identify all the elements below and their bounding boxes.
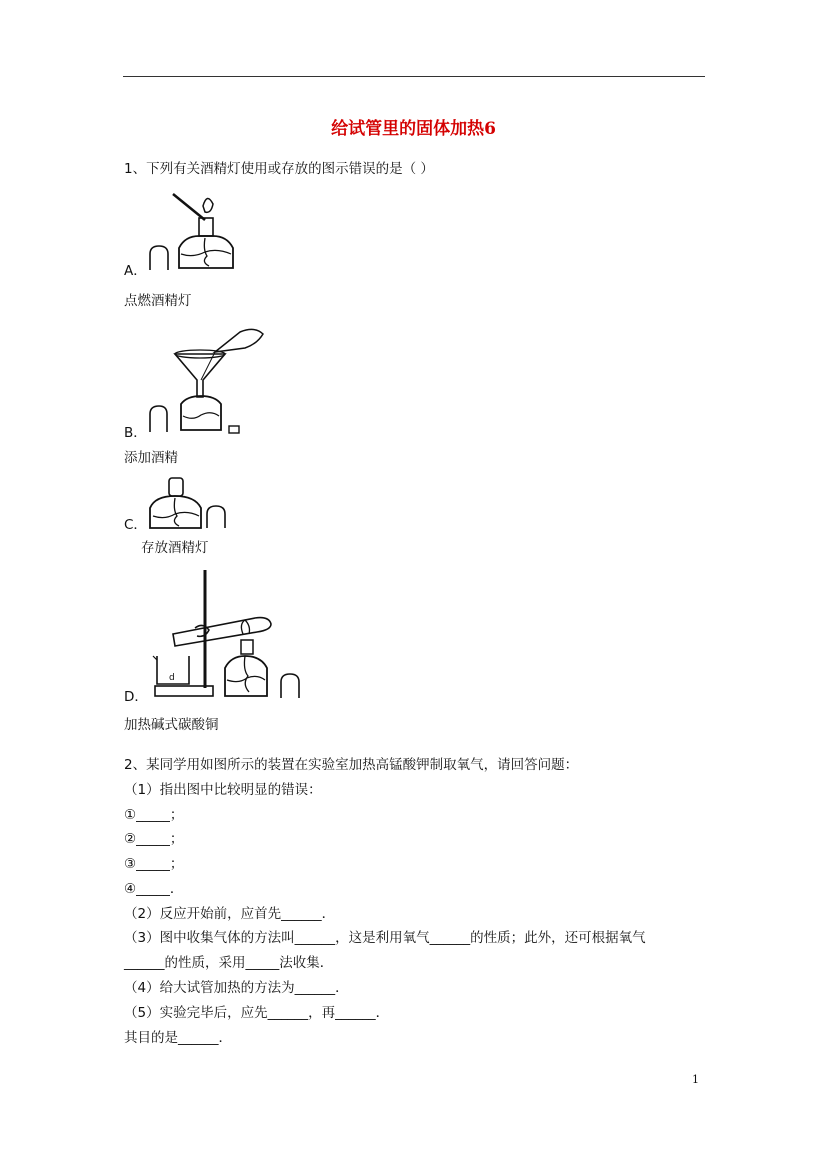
q2-line: ④_____． — [124, 881, 184, 897]
document-title: 给试管里的固体加热6 — [331, 119, 496, 139]
option-d-caption: 加热碱式碳酸铜 — [124, 717, 219, 733]
question-2-stem: 2、某同学用如图所示的装置在实验室加热高锰酸钾制取氧气，请回答问题： — [124, 757, 579, 773]
header-rule — [123, 76, 705, 77]
page-number: 1 — [692, 1073, 699, 1086]
q2-line: ②_____； — [124, 831, 184, 847]
q2-line: （1）指出图中比较明显的错误： — [124, 782, 322, 798]
q2-line: （3）图中收集气体的方法叫______，这是利用氧气______的性质；此外，还可根据氧气 — [124, 930, 646, 946]
q2-line: （5）实验完毕后，应先______，再______． — [124, 1005, 390, 1021]
figure-d-heating-apparatus — [145, 568, 305, 703]
option-a-letter: A． — [124, 263, 147, 279]
svg-text:d: d — [169, 673, 175, 683]
option-b-letter: B． — [124, 425, 147, 441]
q2-line: （2）反应开始前，应首先______． — [124, 906, 336, 922]
q2-line: ①_____； — [124, 807, 184, 823]
figure-c-storing-lamp — [145, 474, 240, 532]
q2-line: ③_____； — [124, 856, 184, 872]
question-1-stem: 1、下列有关酒精灯使用或存放的图示错误的是（ ） — [124, 161, 434, 177]
option-c-caption: 存放酒精灯 — [141, 540, 209, 556]
option-c-letter: C． — [124, 517, 147, 533]
option-a-caption: 点燃酒精灯 — [124, 293, 192, 309]
q2-line: ______的性质，采用_____法收集． — [124, 955, 334, 971]
figure-b-adding-alcohol — [145, 322, 270, 437]
option-d-letter: D． — [124, 689, 148, 705]
figure-a-lighting-lamp — [145, 190, 240, 280]
q2-line: 其目的是______． — [124, 1030, 232, 1046]
q2-line: （4）给大试管加热的方法为______． — [124, 980, 349, 996]
option-b-caption: 添加酒精 — [124, 450, 178, 466]
